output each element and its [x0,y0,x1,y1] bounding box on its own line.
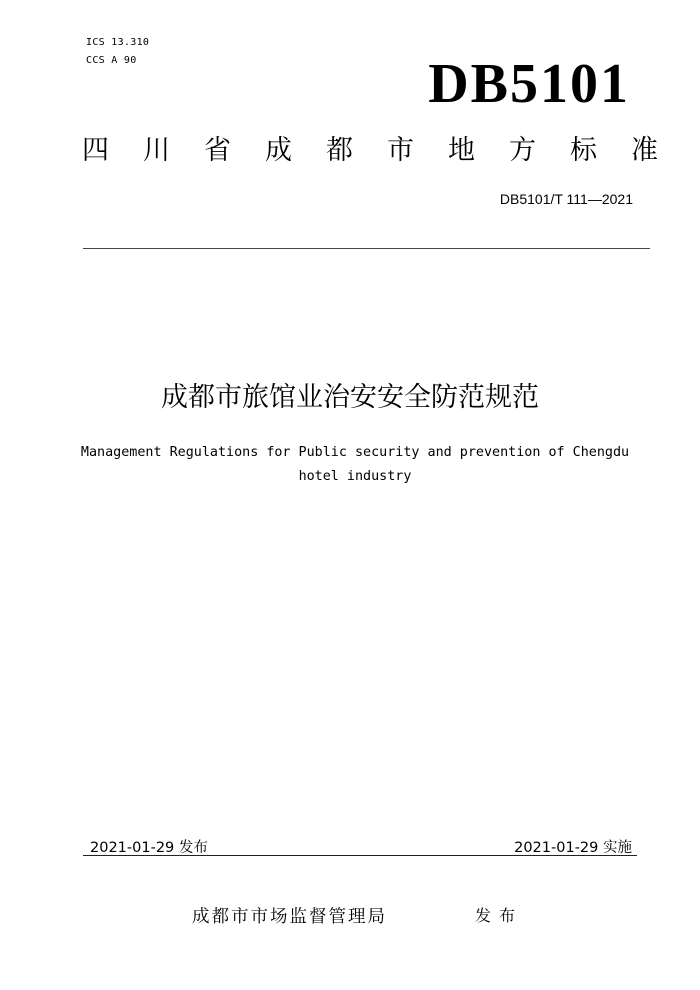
standard-type-heading [82,137,658,164]
header-divider [83,248,650,249]
ics-code: ICS 13.310 [86,37,150,48]
standard-logo: DB5101 [428,53,630,115]
standard-type-char: 四 [82,135,109,166]
english-title-line-2: hotel industry [298,469,412,484]
standard-type-char: 成 [265,135,292,166]
standard-number: DB5101/T 111—2021 [499,191,633,207]
issue-label: 发布 [475,906,524,925]
standard-type-char: 省 [204,135,231,166]
standard-type-char: 地 [448,135,475,166]
standard-type-char: 方 [509,135,536,166]
standard-type-char: 标 [570,135,597,166]
english-title-line-1: Management Regulations for Public security and prevention of Chengdu [80,445,630,460]
issuing-authority: 成都市市场监督管理局 [192,907,387,927]
ccs-code: CCS A 90 [86,55,137,66]
standard-type-char: 市 [387,135,414,166]
standard-type-char: 准 [631,135,658,166]
implement-date: 2021-01-29 实施 [514,840,632,856]
standard-type-char: 都 [326,135,353,166]
footer-divider [83,855,637,856]
publish-date: 2021-01-29 发布 [90,840,208,856]
document-title-chinese: 成都市旅馆业治安安全防范规范 [161,382,539,413]
document-title-english [60,441,650,489]
standard-type-char: 川 [143,135,170,166]
